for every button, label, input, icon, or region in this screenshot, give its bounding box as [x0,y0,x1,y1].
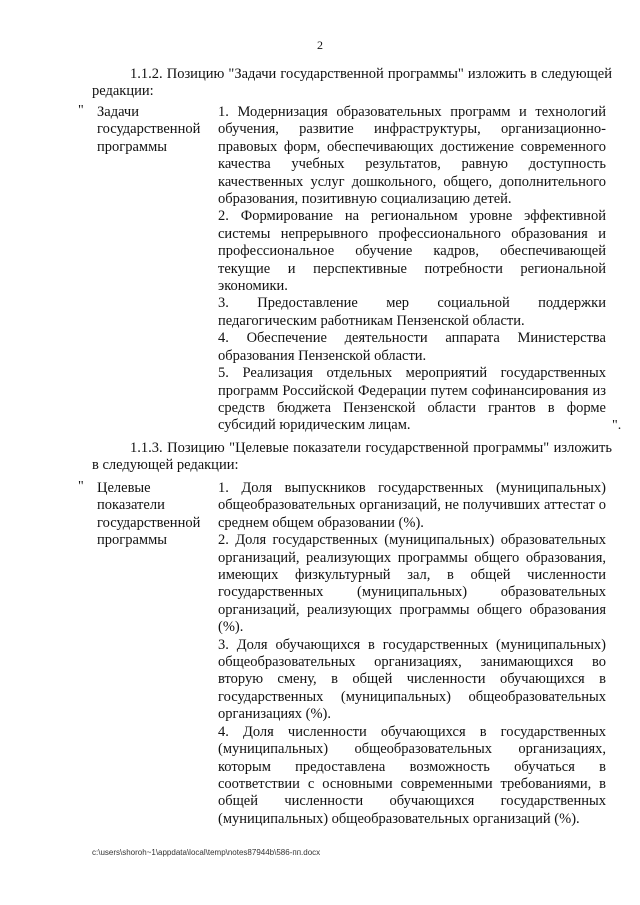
label-line: программы [97,138,167,155]
label-line: программы [97,532,167,549]
opening-quote: " [78,103,84,118]
indicators-label [97,480,212,550]
page-number: 2 [317,38,323,52]
task-item: 1. Модернизация образовательных программ и технологий обучения, развитие инфраструктуры, организационно-правовых форм, обеспечивающих достижение современного качества учебных результатов, равную доступность качественных услуг дошкольного, общего, дополнительного образования, позитивную социализацию детей. [218,104,606,208]
tasks-content [218,104,606,435]
indicator-item: 4. Доля численности обучающихся в государственных (муниципальных) общеобразовательных организациях, которым предоставлена возможность обучаться в соответствии с основными современными требованиями, в общей численности обучающихся государственных (муниципальных) общеобразовательных организаций (%). [218,723,606,827]
indicator-item: 1. Доля выпускников государственных (муниципальных) общеобразовательных организаций, не получивших аттестат о среднем общем образовании (%). [218,480,606,531]
section-1-1-2-intro: 1.1.2. Позицию "Задачи государственной программы" изложить в следующей редакции: [92,66,612,99]
label-line: государственной [97,514,201,531]
indicator-item: 3. Доля обучающихся в государственных (муниципальных) общеобразовательных организациях, занимающихся во вторую смену, в общей численности обучающихся в государственных (муниципальных) общеобразовательных организациях (%). [218,636,606,723]
section-1-1-3-intro: 1.1.3. Позицию "Целевые показатели государственной программы" изложить в следующей редакции: [92,440,612,473]
opening-quote: " [78,479,84,494]
task-item: 2. Формирование на региональном уровне эффективной системы непрерывного профессионального образования и профессиональное обучение кадров, обеспечивающей текущие и перспективные потребности региональной экономики. [218,208,606,295]
label-line: Целевые [97,480,151,496]
label-line: показатели [97,497,165,514]
indicator-item: 2. Доля государственных (муниципальных) образовательных организаций, реализующих программы общего образования, имеющих физкультурный зал, в общей численности государственных (муниципальных) образовательных организаций, реализующих программы общего образования (%). [218,532,606,636]
closing-quote: ". [612,418,622,433]
tasks-label [97,104,212,156]
label-line: государственной [97,121,201,138]
label-line: Задачи [97,104,139,120]
task-item: 5. Реализация отдельных мероприятий государственных программ Российской Федерации путем софинансирования из средств бюджета Пензенской области грантов в форме субсидий юридическим лицам. [218,365,606,434]
file-path-footer: c:\users\shoroh~1\appdata\local\temp\notes87944b\586-пп.docx [92,848,321,857]
indicators-content [218,480,606,828]
task-item: 4. Обеспечение деятельности аппарата Министерства образования Пензенской области. [218,330,606,364]
task-item: 3. Предоставление мер социальной поддержки педагогическим работникам Пензенской области. [218,295,606,329]
